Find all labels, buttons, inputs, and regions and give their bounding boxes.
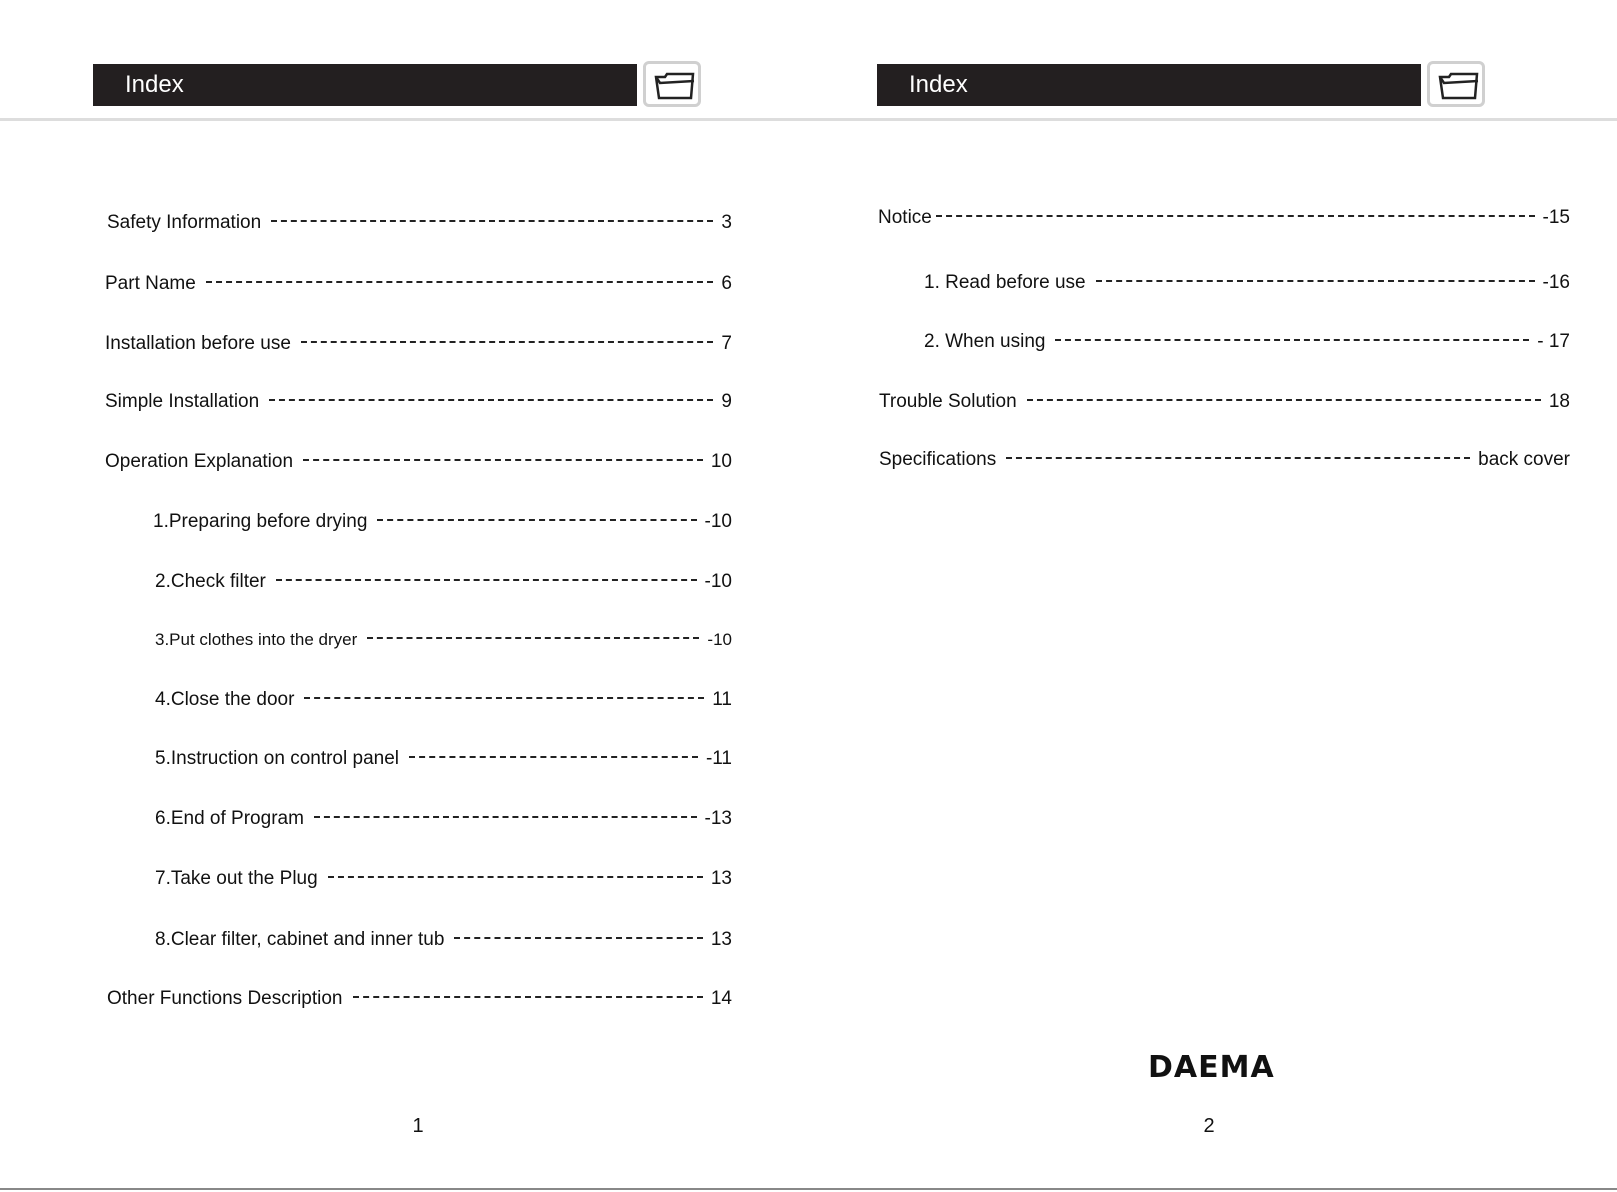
toc-entry-page: 11 (712, 689, 732, 710)
page-left (0, 0, 808, 1192)
toc-entry-page: 18 (1548, 391, 1570, 412)
toc-entry-label: Installation before use (105, 333, 291, 354)
toc-entry-label: 6.End of Program (155, 808, 304, 829)
toc-entry[interactable] (105, 391, 732, 413)
toc-subentry[interactable] (924, 272, 1570, 294)
dot-leader (314, 816, 697, 818)
dot-leader (353, 996, 703, 998)
toc-entry-page: -15 (1542, 207, 1570, 228)
folder-icon (1427, 61, 1485, 107)
dot-leader (328, 876, 703, 878)
toc-entry-label: 1. Read before use (924, 272, 1086, 293)
toc-entry-page: -13 (704, 808, 732, 829)
toc-entry-label: Simple Installation (105, 391, 260, 412)
toc-subentry[interactable] (155, 868, 732, 890)
toc-entry-label: Specifications (879, 449, 997, 470)
toc-entry-page: 9 (721, 391, 732, 412)
index-header: Index (877, 64, 1421, 106)
folder-icon (643, 61, 701, 107)
dot-leader (206, 281, 714, 283)
toc-entry-label: 3.Put clothes into the dryer (155, 630, 358, 649)
toc-entry-page: 13 (710, 929, 732, 950)
toc-subentry[interactable] (924, 331, 1570, 353)
dot-leader (1027, 399, 1541, 401)
toc-entry-label: Trouble Solution (879, 391, 1017, 412)
toc-subentry[interactable] (155, 689, 732, 711)
toc-entry-page: 7 (721, 333, 732, 354)
toc-subentry[interactable] (153, 511, 732, 533)
dot-leader (377, 519, 696, 521)
dot-leader (276, 579, 697, 581)
brand-logo: DAEMA (1148, 1050, 1275, 1085)
dot-leader (1096, 280, 1535, 282)
toc-entry-label: Notice (878, 207, 932, 228)
toc-subentry[interactable] (155, 571, 732, 593)
toc-entry-page: back cover (1478, 449, 1570, 470)
toc-entry-page: 10 (710, 451, 732, 472)
toc-entry[interactable] (878, 207, 1570, 229)
toc-entry[interactable] (879, 391, 1570, 413)
toc-entry-page: 13 (710, 868, 732, 889)
toc-entry-page: 14 (710, 988, 732, 1009)
toc-entry[interactable] (879, 449, 1570, 471)
toc-entry-label: Other Functions Description (107, 988, 343, 1009)
dot-leader (367, 637, 699, 639)
page-number: 2 (1203, 1115, 1215, 1137)
toc-entry[interactable] (105, 451, 732, 473)
toc-entry-label: 2. When using (924, 331, 1046, 352)
dot-leader (936, 215, 1535, 217)
toc-entry-page: -16 (1542, 272, 1570, 293)
dot-leader (1006, 457, 1470, 459)
toc-entry[interactable] (107, 212, 732, 234)
toc-entry-page: 6 (721, 273, 732, 294)
toc-subentry[interactable] (155, 929, 732, 951)
toc-entry-page: 3 (721, 212, 732, 233)
dot-leader (303, 459, 703, 461)
dot-leader (409, 756, 698, 758)
toc-entry-page: -10 (704, 571, 732, 592)
toc-entry-label: 2.Check filter (155, 571, 266, 592)
dot-leader (269, 399, 713, 401)
toc-entry[interactable] (105, 333, 732, 355)
toc-subentry[interactable] (155, 748, 732, 770)
toc-subentry[interactable] (155, 630, 732, 650)
toc-entry[interactable] (107, 988, 732, 1010)
toc-entry-label: 5.Instruction on control panel (155, 748, 399, 769)
toc-entry-page: -10 (707, 630, 732, 649)
toc-entry-label: Safety Information (107, 212, 262, 233)
toc-entry-label: 4.Close the door (155, 689, 295, 710)
dot-leader (271, 220, 713, 222)
bottom-edge (0, 1188, 1617, 1190)
toc-entry-label: 8.Clear filter, cabinet and inner tub (155, 929, 445, 950)
toc-entry-label: Operation Explanation (105, 451, 294, 472)
toc-entry-label: Part Name (105, 273, 196, 294)
toc-entry-page: - 17 (1537, 331, 1570, 352)
dot-leader (1055, 339, 1529, 341)
toc-entry[interactable] (105, 273, 732, 295)
index-header: Index (93, 64, 637, 106)
page-number: 1 (412, 1115, 424, 1137)
page-right (808, 0, 1617, 1192)
toc-entry-label: 1.Preparing before drying (153, 511, 368, 532)
dot-leader (304, 697, 704, 699)
toc-subentry[interactable] (155, 808, 732, 830)
dot-leader (454, 937, 702, 939)
toc-entry-label: 7.Take out the Plug (155, 868, 318, 889)
toc-entry-page: -10 (704, 511, 732, 532)
dot-leader (301, 341, 714, 343)
toc-entry-page: -11 (705, 748, 732, 769)
